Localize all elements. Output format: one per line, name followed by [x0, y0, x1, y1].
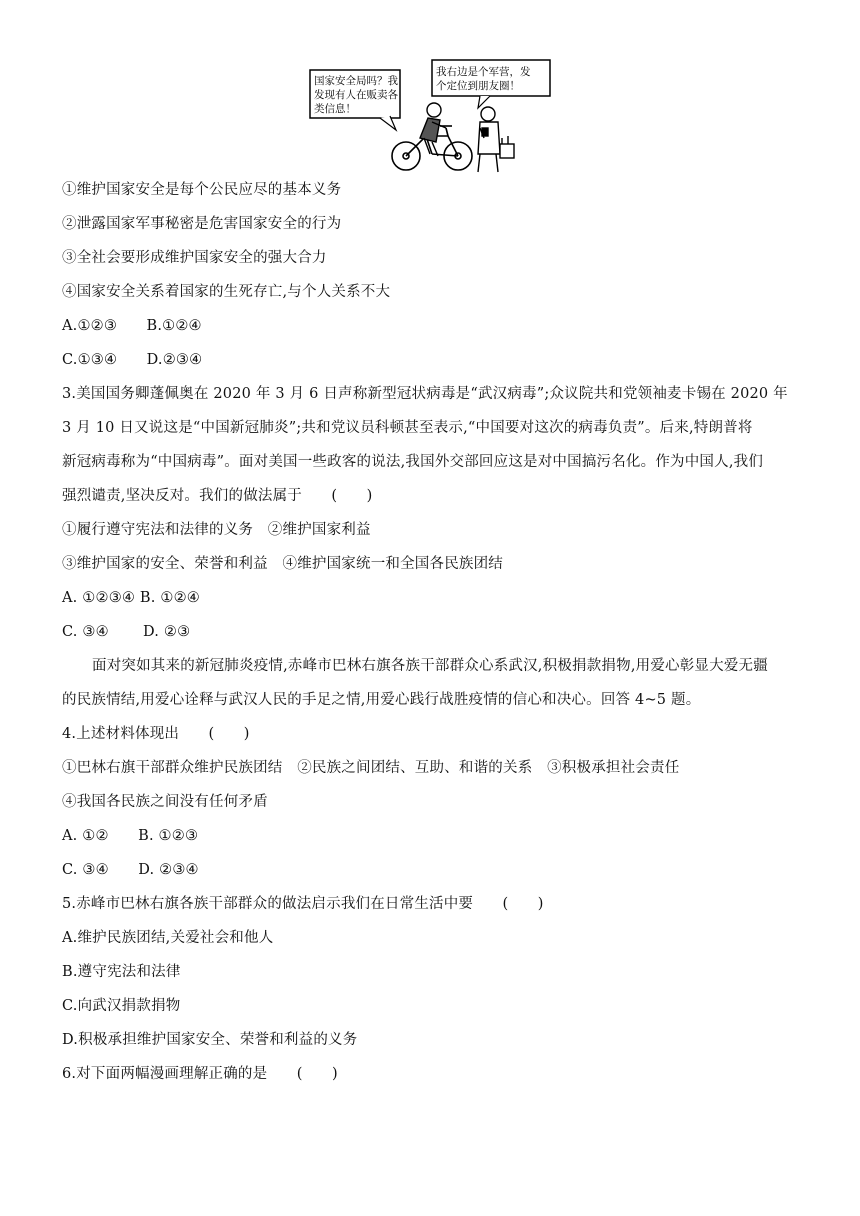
q4-choices-ab: A. ①② B. ①②③: [62, 828, 199, 844]
bubble-right-line-1: 我右边是个军营，发: [436, 66, 531, 78]
q2-option-2: ②泄露国家军事秘密是危害国家安全的行为: [62, 216, 342, 232]
q3-options-3-4: ③维护国家的安全、荣誉和利益 ④维护国家统一和全国各民族团结: [62, 556, 503, 572]
material-line-2: 的民族情结,用爱心诠释与武汉人民的手足之情,用爱心践行战胜疫情的信心和决心。回答 4~5 题。: [62, 692, 701, 708]
material-line-1: 面对突如其来的新冠肺炎疫情,赤峰市巴林右旗各族干部群众心系武汉,积极捐款捐物,用爱心彰显大爱无疆: [92, 658, 768, 674]
q3-choices-ab: A. ①②③④ B. ①②④: [62, 590, 200, 606]
q4-options-1-3: ①巴林右旗干部群众维护民族团结 ②民族之间团结、互助、和谐的关系 ③积极承担社会责任: [62, 760, 680, 776]
bubble-right-line-2: 个定位到朋友圈！: [436, 80, 520, 92]
q2-choices-ab: A.①②③ B.①②④: [62, 318, 202, 334]
q2-choices-cd: C.①③④ D.②③④: [62, 352, 203, 368]
q3-stem-line-4: 强烈谴责,坚决反对。我们的做法属于 ( ): [62, 488, 373, 504]
q4-option-4: ④我国各民族之间没有任何矛盾: [62, 794, 268, 810]
bubble-left-line-2: 发现有人在贩卖各: [314, 89, 398, 101]
cartoon-illustration: [308, 58, 558, 176]
q5-choice-d: D.积极承担维护国家安全、荣誉和利益的义务: [62, 1032, 358, 1048]
bubble-left-line-1: 国家安全局吗？我: [314, 75, 398, 87]
cyclist-figure: [420, 103, 446, 156]
q2-option-3: ③全社会要形成维护国家安全的强大合力: [62, 250, 327, 266]
q5-choice-b: B.遵守宪法和法律: [62, 964, 181, 980]
q2-option-1: ①维护国家安全是每个公民应尽的基本义务: [62, 182, 342, 198]
standing-man-figure: [478, 107, 514, 172]
q4-stem: 4.上述材料体现出 ( ): [62, 726, 250, 742]
bubble-left-line-3: 类信息！: [314, 103, 356, 115]
q5-choice-c: C.向武汉捐款捐物: [62, 998, 181, 1014]
q3-stem-line-1: 3.美国国务卿蓬佩奥在 2020 年 3 月 6 日声称新型冠状病毒是“武汉病毒”;众议院共和党领袖麦卡锡在 2020 年: [62, 386, 788, 402]
q5-stem: 5.赤峰市巴林右旗各族干部群众的做法启示我们在日常生活中要 ( ): [62, 896, 544, 912]
q6-stem: 6.对下面两幅漫画理解正确的是 ( ): [62, 1066, 338, 1082]
q5-choice-a: A.维护民族团结,关爱社会和他人: [62, 930, 274, 946]
q2-option-4: ④国家安全关系着国家的生死存亡,与个人关系不大: [62, 284, 391, 300]
q3-choices-cd: C. ③④ D. ②③: [62, 624, 191, 640]
q3-options-1-2: ①履行遵守宪法和法律的义务 ②维护国家利益: [62, 522, 371, 538]
q4-choices-cd: C. ③④ D. ②③④: [62, 862, 199, 878]
q3-stem-line-2: 3 月 10 日又说这是“中国新冠肺炎”;共和党议员科顿甚至表示,“中国要对这次的病毒负责”。后来,特朗普将: [62, 420, 753, 436]
q3-stem-line-3: 新冠病毒称为“中国病毒”。面对美国一些政客的说法,我国外交部回应这是对中国搞污名化。作为中国人,我们: [62, 454, 764, 470]
